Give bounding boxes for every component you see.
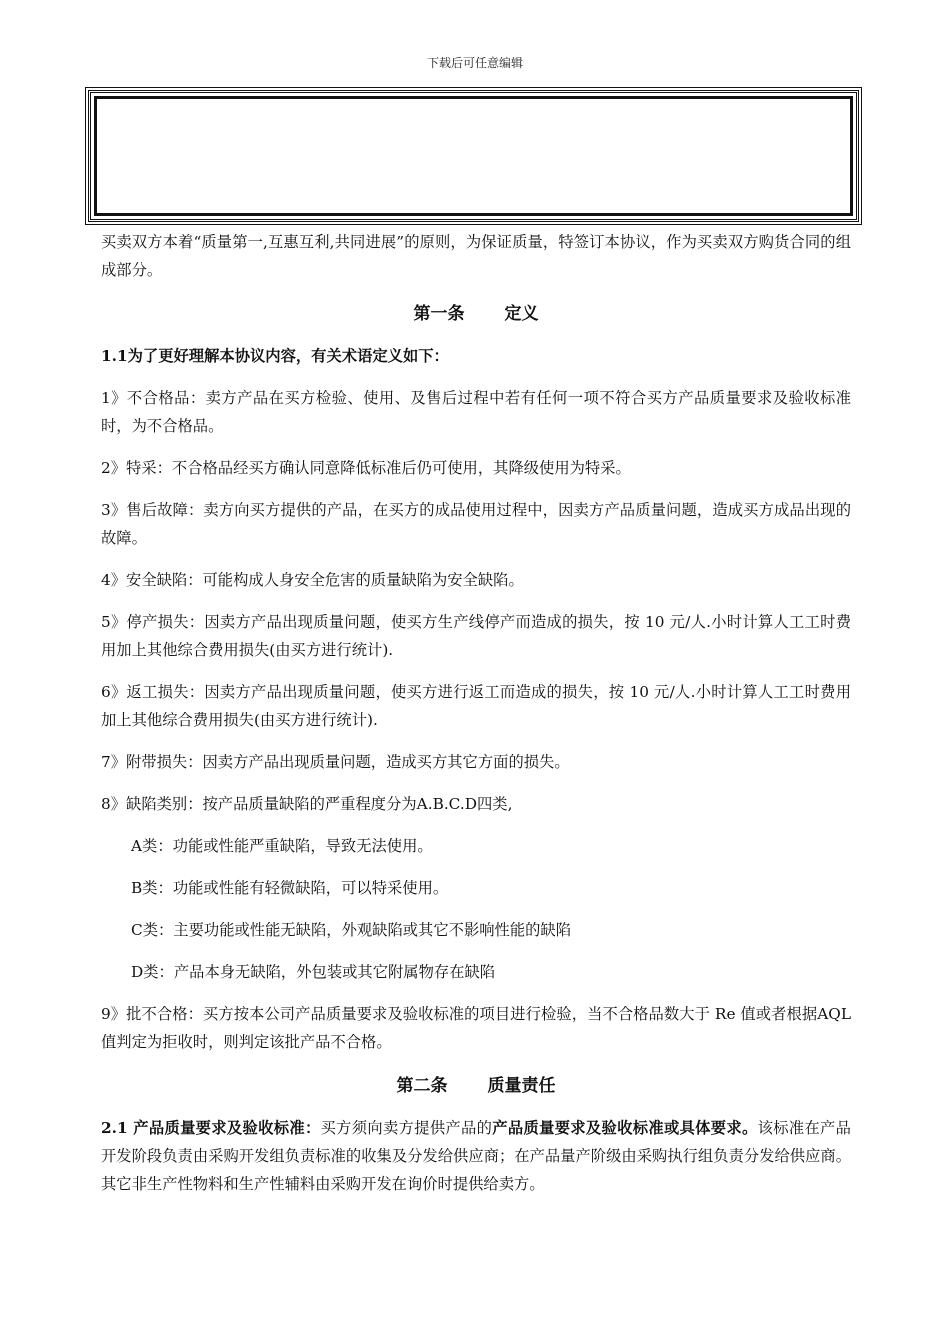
intro-paragraph: 买卖双方本着“质量第一,互惠互利,共同进展”的原则，为保证质量，特签订本协议，作为买卖双方购货合同的组成部分。 [101,233,851,279]
definition-item: 6》返工损失：因卖方产品出现质量问题，使买方进行返工而造成的损失，按 10 元/人.小时计算人工工时费用加上其他综合费用损失(由买方进行统计). [101,683,851,729]
clause-2-1-bold: 产品质量要求及验收标准或具体要求。 [492,1119,758,1137]
clause-2-1-label: 2.1 产品质量要求及验收标准： [101,1119,321,1137]
article-2-heading [101,1072,851,1100]
article-1-title: 定义 [504,304,539,324]
definition-item: 7》附带损失：因卖方产品出现质量问题，造成买方其它方面的损失。 [101,753,570,771]
defect-class-d: D类：产品本身无缺陷，外包装或其它附属物存在缺陷 [131,963,496,981]
definition-item: 5》停产损失：因卖方产品出现质量问题，使买方生产线停产而造成的损失，按 10 元/人.小时计算人工工时费用加上其他综合费用损失(由买方进行统计). [101,613,851,659]
definition-item: 4》安全缺陷：可能构成人身安全危害的质量缺陷为安全缺陷。 [101,571,524,589]
definition-item: 8》缺陷类别：按产品质量缺陷的严重程度分为A.B.C.D四类, [101,795,513,813]
definition-item-9: 9》批不合格：买方按本公司产品质量要求及验收标准的项目进行检验，当不合格品数大于 Re 值或者根据AQL值判定为拒收时，则判定该批产品不合格。 [101,1005,851,1051]
clause-2-1 [101,1114,851,1198]
page-header: 下载后可任意编辑 [426,56,523,70]
title-box [88,90,859,222]
definition-item: 1》不合格品：卖方产品在买方检验、使用、及售后过程中若有任何一项不符合买方产品质量要求及验收标准时，为不合格品。 [101,389,851,435]
defect-class-c: C类：主要功能或性能无缺陷，外观缺陷或其它不影响性能的缺陷 [131,921,572,939]
clause-1-1: 1.1为了更好理解本协议内容，有关术语定义如下： [101,347,449,365]
document-body [101,228,851,1198]
clause-2-1-text-rest: 该标准在产品开发阶段负责由采购开发组负责标准的收集及分发给供应商；在产品量产阶级由采购执行组负责分发给供应商。其它非生产性物料和生产性辅料由采购开发在询价时提供给卖方。 [101,1119,851,1193]
article-1-number: 第一条 [413,304,465,324]
clause-2-1-text: 买方须向卖方提供产品的 [320,1119,493,1137]
defect-class-a: A类：功能或性能严重缺陷，导致无法使用。 [131,837,433,855]
definition-item: 3》售后故障：卖方向买方提供的产品，在买方的成品使用过程中，因卖方产品质量问题，造成买方成品出现的故障。 [101,501,851,547]
article-1-heading [101,300,851,328]
article-2-title: 质量责任 [487,1076,556,1096]
article-2-number: 第二条 [396,1076,448,1096]
definition-item: 2》特采：不合格品经买方确认同意降低标准后仍可使用，其降级使用为特采。 [101,459,631,477]
defect-class-b: B类：功能或性能有轻微缺陷，可以特采使用。 [131,879,449,897]
